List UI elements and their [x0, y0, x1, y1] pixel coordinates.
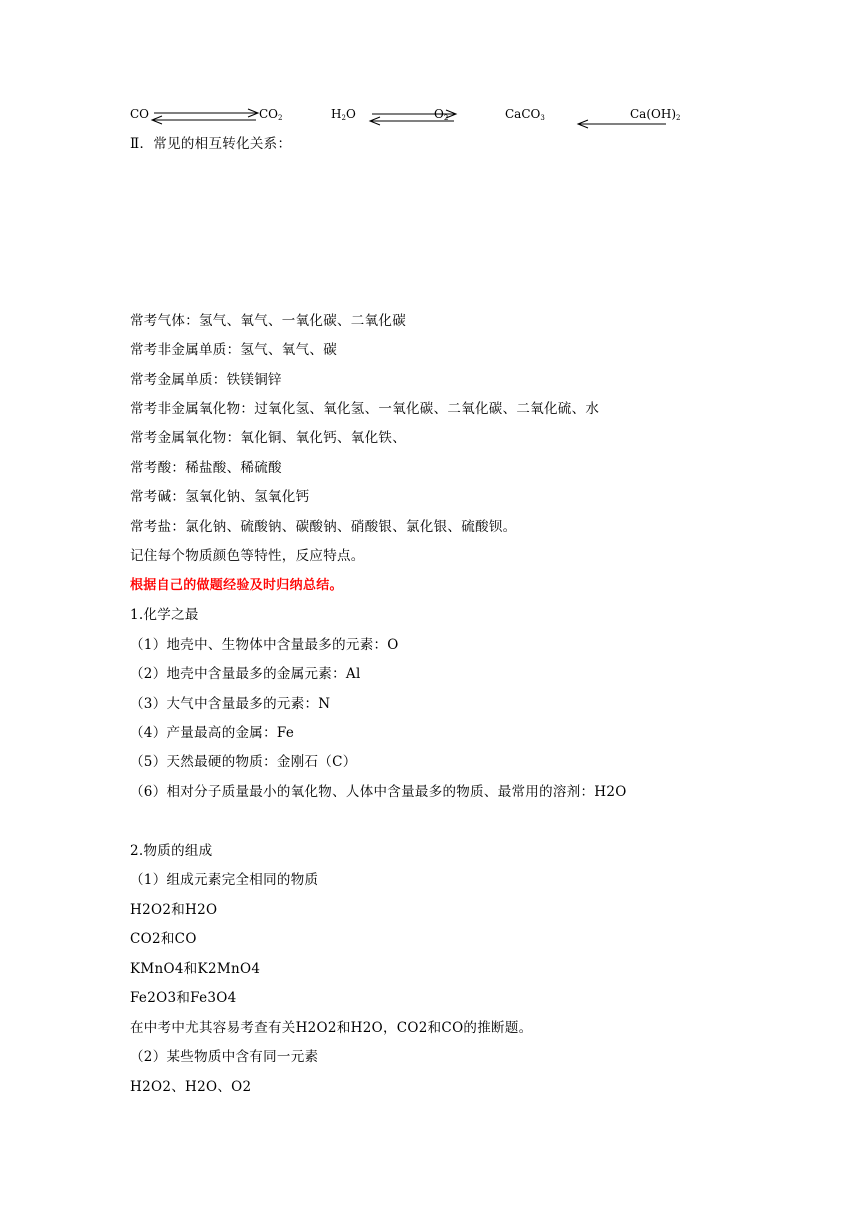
text-line: 常考非金属单质：氢气、氧气、碳 — [130, 342, 337, 358]
text-line: 常考金属氧化物：氧化铜、氧化钙、氧化铁、 — [130, 430, 406, 446]
formula-text: Ca(OH) — [630, 107, 677, 121]
list-item: （5）天然最硬的物质：金刚石（C） — [130, 754, 357, 770]
text-line: 常考酸：稀盐酸、稀硫酸 — [130, 460, 282, 476]
list-item: （2）某些物质中含有同一元素 — [130, 1049, 319, 1065]
formula-subscript: 2 — [341, 114, 346, 122]
emphasis-note: 根据自己的做题经验及时归纳总结。 — [130, 578, 343, 593]
formula-text: H — [331, 107, 342, 121]
list-item: （4）产量最高的金属：Fe — [130, 725, 295, 741]
formula-text: O — [345, 107, 356, 121]
formula-caoh2 — [630, 107, 680, 125]
section-title: 1.化学之最 — [130, 607, 199, 623]
text-line: 记住每个物质颜色等特性，反应特点。 — [130, 548, 365, 564]
list-item: KMnO4和K2MnO4 — [130, 961, 261, 977]
formula-subscript: 3 — [540, 114, 545, 122]
list-item: （2）地壳中含量最多的金属元素：Al — [130, 666, 361, 682]
list-item: （1）地壳中、生物体中含量最多的元素：O — [130, 637, 399, 653]
list-item: （6）相对分子质量最小的氧化物、人体中含量最多的物质、最常用的溶剂：H2O — [130, 784, 627, 800]
formula-co2 — [259, 107, 283, 125]
text-line: 常考气体：氢气、氧气、一氧化碳、二氧化碳 — [130, 313, 406, 329]
text-line: 常考碱：氢氧化钠、氢氧化钙 — [130, 489, 310, 505]
formula-co — [130, 107, 149, 121]
formula-subscript: 2 — [676, 114, 681, 122]
formula-subscript: 2 — [278, 114, 283, 122]
formula-h2o — [331, 107, 356, 125]
formula-subscript: 2 — [443, 114, 449, 122]
list-item: CO2和CO — [130, 931, 197, 947]
section-heading: Ⅱ．常见的相互转化关系： — [130, 136, 292, 152]
formula-text: CO — [130, 107, 150, 121]
conversion-diagram — [0, 0, 860, 122]
text-line: 在中考中尤其容易考查有关H2O2和H2O，CO2和CO的推断题。 — [130, 1020, 533, 1036]
list-item: （3）大气中含量最多的元素：N — [130, 696, 331, 712]
formula-caco3 — [505, 107, 545, 125]
formula-text: O — [434, 107, 444, 121]
formula-text: CaCO — [505, 107, 541, 121]
formula-text: CO — [259, 107, 279, 121]
double-arrow-icon — [150, 108, 260, 124]
list-item: （1）组成元素完全相同的物质 — [130, 872, 319, 888]
text-line: 常考盐：氯化钠、硫酸钠、碳酸钠、硝酸银、氯化银、硫酸钡。 — [130, 519, 517, 535]
list-item: H2O2、H2O、O2 — [130, 1079, 252, 1095]
section-title: 2.物质的组成 — [130, 843, 213, 859]
list-item: H2O2和H2O — [130, 902, 218, 918]
formula-o2 — [434, 107, 448, 125]
list-item: Fe2O3和Fe3O4 — [130, 990, 237, 1006]
text-line: 常考金属单质：铁镁铜锌 — [130, 372, 282, 388]
text-line: 常考非金属氧化物：过氧化氢、氧化氢、一氧化碳、二氧化碳、二氧化硫、水 — [130, 401, 600, 417]
